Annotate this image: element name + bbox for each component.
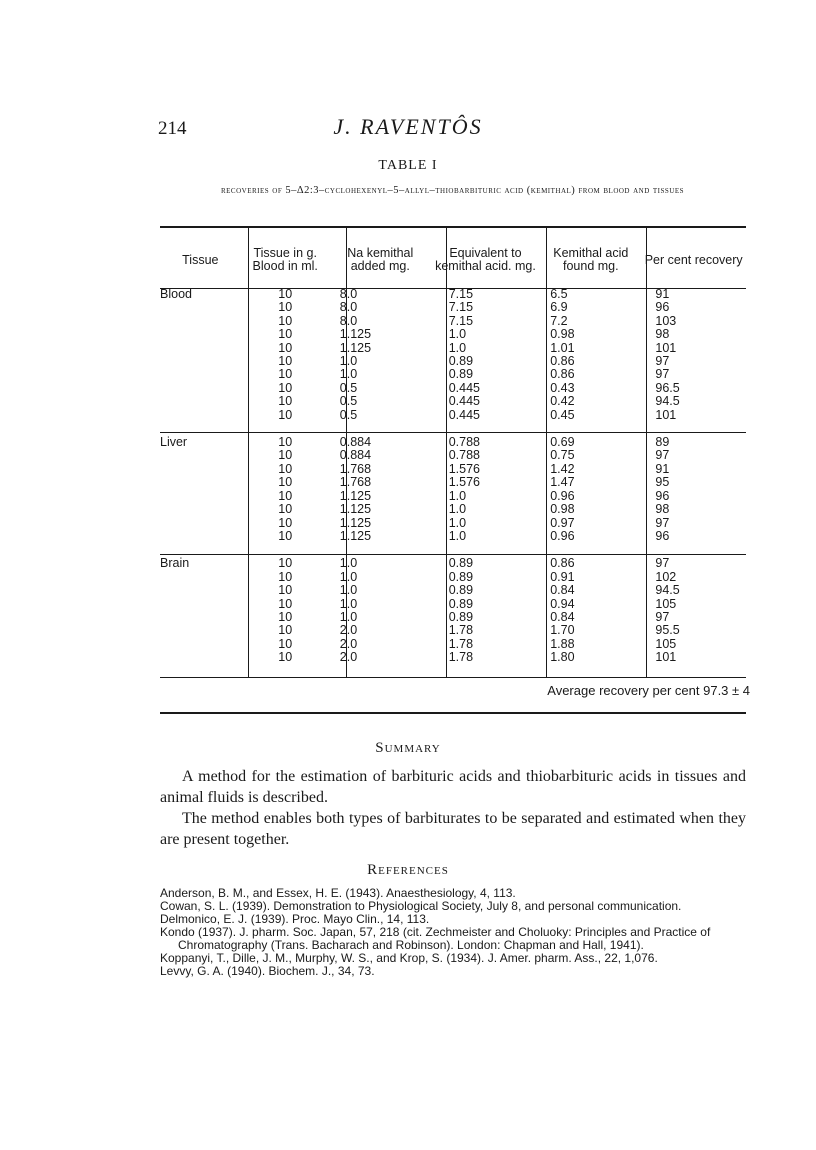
table-cell: 0.86 <box>550 556 575 571</box>
table-cell: 10 <box>278 502 293 517</box>
references-heading: References <box>367 862 449 878</box>
table-cell: 1.78 <box>448 623 474 638</box>
tissue-cell <box>160 490 241 503</box>
table-cell: 89 <box>655 435 670 450</box>
table-cell: 10 <box>278 327 293 342</box>
table-cell: 0.91 <box>550 569 575 584</box>
average-recovery: Average recovery per cent 97.3 ± 4 <box>547 683 750 698</box>
table-cell: 97 <box>655 609 670 624</box>
table-cell: 1.0 <box>448 327 467 342</box>
table-row <box>160 517 746 530</box>
tissue-cell <box>160 395 241 408</box>
table-cell: 97 <box>655 367 670 382</box>
table-row <box>160 409 746 422</box>
tissue-cell <box>160 328 241 341</box>
table-cell: 1.0 <box>448 488 467 503</box>
table-cell: 96 <box>655 488 670 503</box>
table-row <box>160 476 746 489</box>
table-cell: 8.0 <box>339 300 358 315</box>
table-row <box>160 288 746 301</box>
table-cell: 101 <box>655 407 677 422</box>
table-cell: 1.0 <box>448 502 467 517</box>
table-row <box>160 598 746 611</box>
table-cell: 10 <box>278 488 293 503</box>
table-row <box>160 584 746 597</box>
running-head: J. RAVENTÔS <box>333 114 483 139</box>
group-spacer <box>160 543 746 557</box>
table-cell: 1.0 <box>339 609 358 624</box>
table-cell: 91 <box>655 461 670 476</box>
column-header: Na kemithal added mg. <box>347 246 414 273</box>
table-cell: 97 <box>655 515 670 530</box>
table-cell: 1.78 <box>448 636 474 651</box>
table-cell: 10 <box>278 407 293 422</box>
table-header-row <box>160 232 746 288</box>
table-cell: 0.89 <box>448 354 474 369</box>
table-row <box>160 638 746 651</box>
table-cell: 0.42 <box>550 394 575 409</box>
page-number: 214 <box>158 118 187 139</box>
table-cell: 1.0 <box>339 354 358 369</box>
column-header: Tissue in g. Blood in ml. <box>252 246 318 273</box>
summary-paragraph <box>160 808 746 850</box>
table-cell: 0.5 <box>339 394 358 409</box>
table-cell: 1.0 <box>339 556 358 571</box>
reference-item: Anderson, B. M., and Essex, H. E. (1943). Anaesthesiology, 4, 113. <box>160 886 516 900</box>
tissue-cell <box>160 476 241 489</box>
table-cell: 0.84 <box>550 583 575 598</box>
table-cell: 95.5 <box>655 623 680 638</box>
table-cell: 0.94 <box>550 596 575 611</box>
table-cell: 10 <box>278 623 293 638</box>
group-spacer <box>160 422 746 436</box>
table-cell: 1.0 <box>448 528 467 543</box>
table-row <box>160 557 746 570</box>
table-cell: 1.01 <box>550 340 575 355</box>
tissue-cell <box>160 301 241 314</box>
table-cell: 97 <box>655 354 670 369</box>
table-cell: 103 <box>655 313 677 328</box>
table-cell: 105 <box>655 596 677 611</box>
table-cell: 1.0 <box>339 596 358 611</box>
table-title: TABLE I <box>378 158 438 173</box>
tissue-cell <box>160 598 241 611</box>
table-cell: 1.0 <box>339 583 358 598</box>
table-cell: 0.89 <box>448 367 474 382</box>
table-cell: 10 <box>278 569 293 584</box>
table-cell: 1.576 <box>448 461 480 476</box>
table-cell: 7.15 <box>448 300 474 315</box>
table-cell: 10 <box>278 313 293 328</box>
reference-item: Kondo (1937). J. pharm. Soc. Japan, 57, 218 (cit. Zechmeister and Choluoky: Principles and Practice of Chromatography (Trans. Bacharach and Robinson). London: Chapman and Hall, 1941). <box>160 925 711 952</box>
table-cell: 0.445 <box>448 407 480 422</box>
table-cell: 0.445 <box>448 394 480 409</box>
tissue-cell: Liver <box>160 435 188 450</box>
table-cell: 2.0 <box>339 623 358 638</box>
table-cell: 0.98 <box>550 502 575 517</box>
table-cell: 10 <box>278 340 293 355</box>
reference-item: Levvy, G. A. (1940). Biochem. J., 34, 73. <box>160 964 375 978</box>
table-cell: 0.884 <box>339 448 372 463</box>
table-cell: 1.768 <box>339 475 372 490</box>
table-cell: 97 <box>655 448 670 463</box>
table-cell: 1.125 <box>339 340 372 355</box>
table-cell: 1.80 <box>550 650 575 665</box>
table-row <box>160 368 746 381</box>
reference-item: Cowan, S. L. (1939). Demonstration to Physiological Society, July 8, and personal communication. <box>160 899 682 913</box>
table-cell: 94.5 <box>655 583 680 598</box>
summary-heading: Summary <box>375 740 441 756</box>
table-row <box>160 651 746 664</box>
table-cell: 0.445 <box>448 380 480 395</box>
table-cell: 1.70 <box>550 623 575 638</box>
table-cell: 101 <box>655 340 677 355</box>
table-cell: 0.86 <box>550 367 575 382</box>
table-cell: 2.0 <box>339 650 358 665</box>
tissue-cell <box>160 449 241 462</box>
table-cell: 95 <box>655 475 670 490</box>
table-cell: 1.576 <box>448 475 480 490</box>
table-cell: 0.45 <box>550 407 575 422</box>
table-cell: 6.5 <box>550 287 568 301</box>
table-row <box>160 503 746 516</box>
table-cell: 7.15 <box>448 313 474 328</box>
table-cell: 91 <box>655 287 670 301</box>
tissue-cell <box>160 584 241 597</box>
table-cell: 0.43 <box>550 380 575 395</box>
table-row <box>160 342 746 355</box>
table-cell: 1.78 <box>448 650 474 665</box>
tissue-cell <box>160 315 241 328</box>
column-header: Per cent recovery <box>644 252 743 267</box>
table-cell: 10 <box>278 636 293 651</box>
table-cell: 10 <box>278 528 293 543</box>
table-cell: 1.42 <box>550 461 575 476</box>
table-cell: 2.0 <box>339 636 358 651</box>
reference-item: Delmonico, E. J. (1939). Proc. Mayo Clin., 14, 113. <box>160 912 430 926</box>
table-cell: 10 <box>278 583 293 598</box>
tissue-cell <box>160 571 241 584</box>
table-cell: 0.96 <box>550 488 575 503</box>
table-cell: 7.2 <box>550 313 568 328</box>
table-cell: 96 <box>655 300 670 315</box>
table-row <box>160 624 746 637</box>
tissue-cell <box>160 611 241 624</box>
table-cell: 98 <box>655 502 670 517</box>
table-cell: 6.9 <box>550 300 568 315</box>
table-cell: 10 <box>278 380 293 395</box>
table-row <box>160 463 746 476</box>
table-cell: 0.89 <box>448 569 474 584</box>
table-cell: 10 <box>278 435 293 450</box>
table-cell: 94.5 <box>655 394 680 409</box>
table-row <box>160 436 746 449</box>
table-cell: 1.125 <box>339 528 372 543</box>
table-cell: 0.98 <box>550 327 575 342</box>
table-cell: 10 <box>278 650 293 665</box>
table-cell: 10 <box>278 609 293 624</box>
table-row <box>160 571 746 584</box>
table-cell: 0.75 <box>550 448 575 463</box>
table-row <box>160 449 746 462</box>
table-cell: 0.86 <box>550 354 575 369</box>
table-cell: 10 <box>278 354 293 369</box>
table-row <box>160 490 746 503</box>
table-row <box>160 315 746 328</box>
table-cell: 10 <box>278 448 293 463</box>
table-cell: 0.788 <box>448 448 480 463</box>
table-cell: 7.15 <box>448 287 474 301</box>
table-cell: 1.0 <box>339 569 358 584</box>
table-cell: 105 <box>655 636 677 651</box>
column-header: Tissue <box>182 252 219 267</box>
tissue-cell <box>160 638 241 651</box>
table-cell: 98 <box>655 327 670 342</box>
tissue-cell <box>160 342 241 355</box>
table-cell: 1.125 <box>339 502 372 517</box>
tissue-cell <box>160 382 241 395</box>
table-cell: 0.89 <box>448 609 474 624</box>
table-cell: 1.47 <box>550 475 575 490</box>
tissue-cell <box>160 624 241 637</box>
table-cell: 0.884 <box>339 435 372 450</box>
table-cell: 1.88 <box>550 636 575 651</box>
summary-text: A method for the estimation of barbituric acids and thiobarbituric acids in tissues and animal fluids is described. <box>160 768 746 806</box>
table-cell: 0.84 <box>550 609 575 624</box>
table-caption: recoveries of 5–Δ2:3–cyclohexenyl–5–allyl–thiobarbituric acid (kemithal) from blood and tissues <box>220 185 685 196</box>
table-cell: 10 <box>278 556 293 571</box>
table-row <box>160 382 746 395</box>
tissue-cell <box>160 530 241 543</box>
reference-list <box>160 887 740 978</box>
table-cell: 96.5 <box>655 380 680 395</box>
table-cell: 0.89 <box>448 596 474 611</box>
table-row <box>160 395 746 408</box>
table-cell: 97 <box>655 556 670 571</box>
recovery-table <box>160 232 746 665</box>
column-header: Equivalent to kemithal acid. mg. <box>435 246 536 273</box>
table-cell: 96 <box>655 528 670 543</box>
table-cell: 1.768 <box>339 461 372 476</box>
tissue-cell <box>160 463 241 476</box>
table-cell: 0.96 <box>550 528 575 543</box>
table-cell: 0.89 <box>448 583 474 598</box>
table-cell: 0.97 <box>550 515 575 530</box>
table-cell: 0.5 <box>339 380 358 395</box>
table-row <box>160 355 746 368</box>
table-cell: 1.0 <box>448 340 467 355</box>
table-cell: 0.89 <box>448 556 474 571</box>
table-cell: 10 <box>278 515 293 530</box>
table-cell: 1.125 <box>339 327 372 342</box>
summary-paragraph <box>160 766 746 808</box>
table-cell: 101 <box>655 650 677 665</box>
column-header: Kemithal acid found mg. <box>553 246 629 273</box>
table-cell: 10 <box>278 394 293 409</box>
table-cell: 10 <box>278 596 293 611</box>
tissue-cell <box>160 503 241 516</box>
table-row <box>160 611 746 624</box>
table-cell: 0.5 <box>339 407 358 422</box>
table-cell: 1.125 <box>339 515 372 530</box>
summary-text: The method enables both types of barbiturates to be separated and estimated when they are present together. <box>160 810 746 848</box>
reference-item: Koppanyi, T., Dille, J. M., Murphy, W. S., and Krop, S. (1934). J. Amer. pharm. Ass., 22, 1,076. <box>160 951 658 965</box>
table-cell: 10 <box>278 300 293 315</box>
tissue-cell <box>160 651 241 664</box>
table-row <box>160 328 746 341</box>
table-cell: 102 <box>655 569 677 584</box>
table-cell: 10 <box>278 287 293 301</box>
table-cell: 10 <box>278 475 293 490</box>
tissue-cell: Brain <box>160 556 190 571</box>
table-cell: 8.0 <box>339 313 358 328</box>
tissue-cell <box>160 355 241 368</box>
table-row <box>160 301 746 314</box>
table-cell: 1.125 <box>339 488 372 503</box>
tissue-cell <box>160 409 241 422</box>
tissue-cell: Blood <box>160 287 192 301</box>
table-row <box>160 530 746 543</box>
table-cell: 10 <box>278 461 293 476</box>
table-cell: 0.788 <box>448 435 480 450</box>
table-cell: 1.0 <box>339 367 358 382</box>
tissue-cell <box>160 368 241 381</box>
tissue-cell <box>160 517 241 530</box>
table-cell: 10 <box>278 367 293 382</box>
table-cell: 1.0 <box>448 515 467 530</box>
table-end-rule <box>160 712 746 714</box>
table-cell: 8.0 <box>339 287 358 301</box>
table-cell: 0.69 <box>550 435 575 450</box>
